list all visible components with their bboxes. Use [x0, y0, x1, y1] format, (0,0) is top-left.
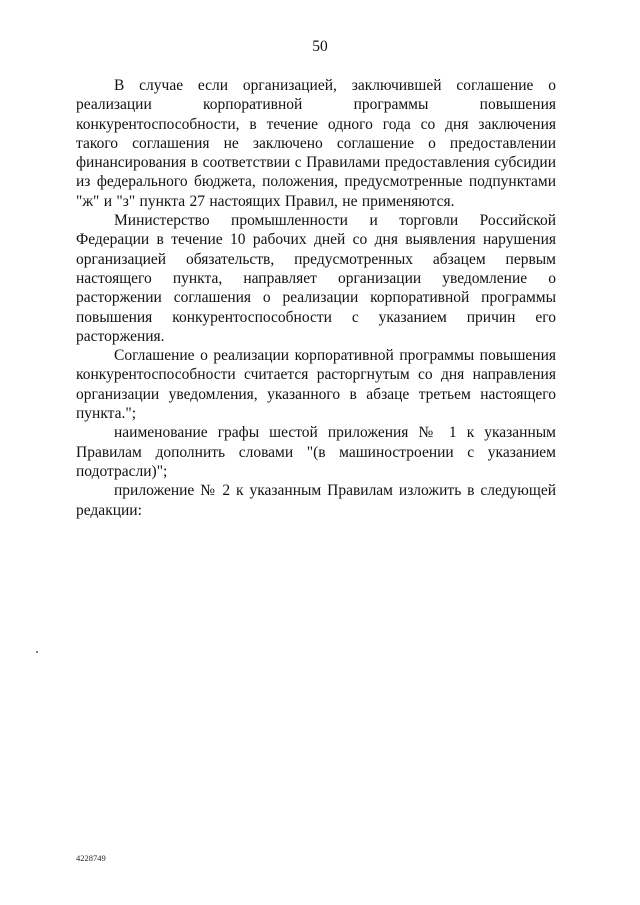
page-number: 50	[312, 38, 328, 55]
paragraph-termination-condition: В случае если организацией, заключившей соглашение о реализации корпоративной программы повышения конкурентоспособности, в течение одного года со дня заключения такого соглашения не заключено соглашение о предоставлении финансирования в соответствии с Правилами предоставления субсидии из федерального бюджета, положения, предусмотренные подпунктами "ж" и "з" пункта 27 настоящих Правил, не применяются.	[76, 77, 556, 210]
paragraph-appendix-2-amendment: приложение № 2 к указанным Правилам изложить в следующей редакции:	[76, 482, 556, 519]
paragraph-agreement-terminated: Соглашение о реализации корпоративной программы повышения конкурентоспособности считается расторгнутым со дня направления организации уведомления, указанного в абзаце третьем настоящего пункта.";	[76, 347, 556, 423]
document-body	[76, 76, 556, 520]
paragraph-ministry-notice: Министерство промышленности и торговли Российской Федерации в течение 10 рабочих дней со дня выявления нарушения организацией обязательств, предусмотренных абзацем первым настоящего пункта, направляет организации уведомление о расторжении соглашения о реализации корпоративной программы повышения конкурентоспособности с указанием причин его расторжения.	[76, 212, 556, 345]
scan-dot	[36, 651, 38, 653]
document-code: 4228749	[76, 853, 106, 863]
paragraph-appendix-1-amendment: наименование графы шестой приложения № 1 к указанным Правилам дополнить словами "(в машиностроении с указанием подотрасли)";	[76, 424, 556, 480]
